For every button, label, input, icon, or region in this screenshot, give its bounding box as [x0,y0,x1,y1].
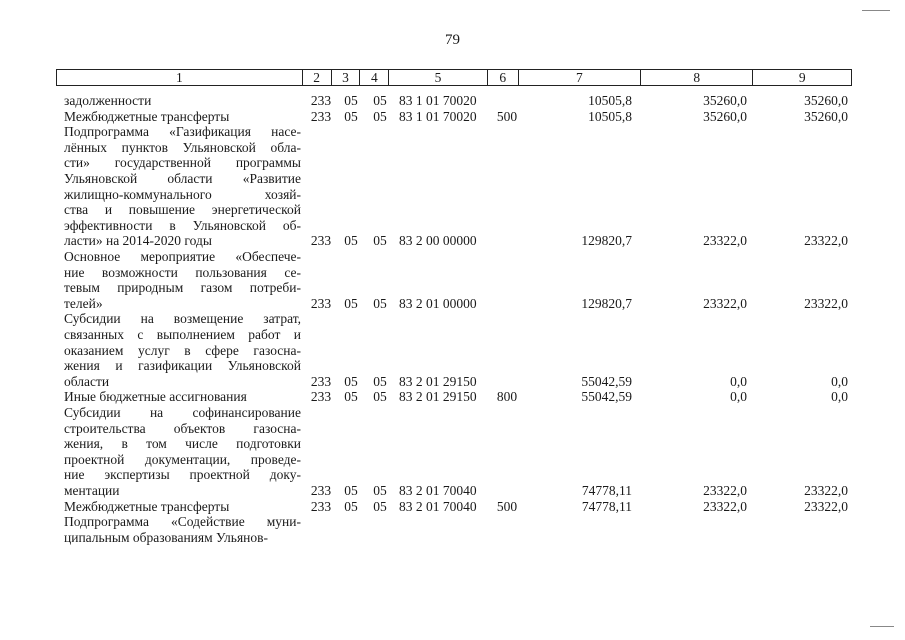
amount-col9-cell: 0,0 [831,373,848,389]
row-description-line: проектной документации, проведе- [64,451,301,467]
row-description-line: лённых пунктов Ульяновской обла- [64,139,301,155]
row-description-line: Подпрограмма «Содействие муни- [64,514,301,530]
amount-col9-cell: 23322,0 [804,233,848,249]
kvsr-cell: 233 [310,108,332,124]
target-article-cell: 83 2 01 70040 [399,483,477,498]
row-description-line: ментации [64,483,120,498]
section-cell: 05 [344,108,358,124]
amount-col8-cell: 23322,0 [703,498,747,514]
kvsr-cell: 233 [310,498,332,514]
target-article-cell: 83 2 01 29150 [399,373,477,389]
target-article-cell: 83 2 00 00000 [399,233,477,249]
amount-col8-cell: 0,0 [730,389,747,405]
amount-col8-cell: 0,0 [730,373,747,389]
amount-col9-cell: 35260,0 [804,108,848,124]
amount-col7-cell: 74778,11 [581,498,632,514]
row-description-line: ласти» на 2014-2020 годы [64,233,212,249]
row-description-line: Ульяновской области «Развитие [64,171,301,186]
row-description-line: ства и повышение энергетической [64,202,301,218]
row-description-line: Основное мероприятие «Обеспече- [64,249,301,264]
target-article-cell: 83 2 01 29150 [399,389,477,405]
amount-col7-cell: 10505,8 [588,108,632,124]
amount-col7-cell: 55042,59 [581,373,632,389]
scan-mark [862,10,890,11]
target-article-cell: 83 2 01 70040 [399,498,477,514]
subsection-cell: 05 [373,233,387,249]
amount-col9-cell: 35260,0 [804,93,848,108]
page-number: 79 [445,32,460,48]
amount-col9-cell: 0,0 [831,389,848,405]
amount-col8-cell: 23322,0 [703,233,747,249]
row-description-line: жилищно-коммунального хозяй- [64,186,301,202]
row-description-line: ципальным образованиям Ульянов- [64,529,269,545]
amount-col8-cell: 35260,0 [703,108,747,124]
row-description-line: Межбюджетные трансферты [64,498,230,514]
amount-col8-cell: 23322,0 [703,483,747,498]
amount-col8-cell: 23322,0 [703,295,747,311]
row-description-line: жения и газификации Ульяновской [64,358,301,374]
subsection-cell: 05 [373,498,387,514]
row-description-line: Субсидии на софинансирование [64,405,301,420]
row-description-line: жения, в том числе подготовки [64,436,301,452]
subsection-cell: 05 [373,295,387,311]
amount-col9-cell: 23322,0 [804,295,848,311]
section-cell: 05 [344,483,358,498]
row-description-line: телей» [64,295,103,311]
row-description-line: Подпрограмма «Газификация насе- [64,124,301,140]
row-description-line: Субсидии на возмещение затрат, [64,311,301,327]
subsection-cell: 05 [373,93,387,108]
subsection-cell: 05 [373,373,387,389]
scan-mark [870,626,894,627]
row-description-line: строительства объектов газосна- [64,420,301,436]
row-description-line: задолженности [64,93,152,108]
section-cell: 05 [344,93,358,108]
amount-col7-cell: 10505,8 [588,93,632,108]
row-description-line: тевым природным газом потреби- [64,280,301,296]
expense-type-cell: 500 [496,498,518,514]
expense-type-cell: 800 [496,389,518,405]
row-description-line: Иные бюджетные ассигнования [64,389,247,405]
section-cell: 05 [344,233,358,249]
amount-col7-cell: 74778,11 [581,483,632,498]
row-description-line: оказанием услуг в сфере газосна- [64,342,301,358]
section-cell: 05 [344,498,358,514]
header-col-4: 4 [360,70,389,86]
subsection-cell: 05 [373,108,387,124]
kvsr-cell: 233 [310,93,332,108]
target-article-cell: 83 1 01 70020 [399,93,477,108]
expense-type-cell: 500 [496,108,518,124]
header-col-6: 6 [487,70,518,86]
target-article-cell: 83 2 01 00000 [399,295,477,311]
header-col-1: 1 [57,70,303,86]
section-cell: 05 [344,373,358,389]
kvsr-cell: 233 [310,389,332,405]
amount-col9-cell: 23322,0 [804,498,848,514]
target-article-cell: 83 1 01 70020 [399,108,477,124]
header-col-5: 5 [389,70,487,86]
row-description-line: сти» государственной программы [64,155,301,171]
section-cell: 05 [344,389,358,405]
kvsr-cell: 233 [310,373,332,389]
row-description-line: связанных с выполнением работ и [64,327,301,342]
subsection-cell: 05 [373,389,387,405]
amount-col7-cell: 129820,7 [581,233,632,249]
row-description-line: области [64,373,110,389]
amount-col9-cell: 23322,0 [804,483,848,498]
header-col-2: 2 [302,70,331,86]
header-col-7: 7 [518,70,640,86]
kvsr-cell: 233 [310,295,332,311]
subsection-cell: 05 [373,483,387,498]
header-col-9: 9 [753,70,852,86]
row-description-line: Межбюджетные трансферты [64,108,230,124]
header-col-3: 3 [331,70,360,86]
row-description-line: ние возможности пользования се- [64,264,301,280]
kvsr-cell: 233 [310,483,332,498]
amount-col7-cell: 55042,59 [581,389,632,405]
header-col-8: 8 [641,70,753,86]
row-description-line: эффективности в Ульяновской об- [64,217,301,233]
amount-col8-cell: 35260,0 [703,93,747,108]
amount-col7-cell: 129820,7 [581,295,632,311]
kvsr-cell: 233 [310,233,332,249]
row-description-line: ние экспертизы проектной доку- [64,467,301,483]
section-cell: 05 [344,295,358,311]
